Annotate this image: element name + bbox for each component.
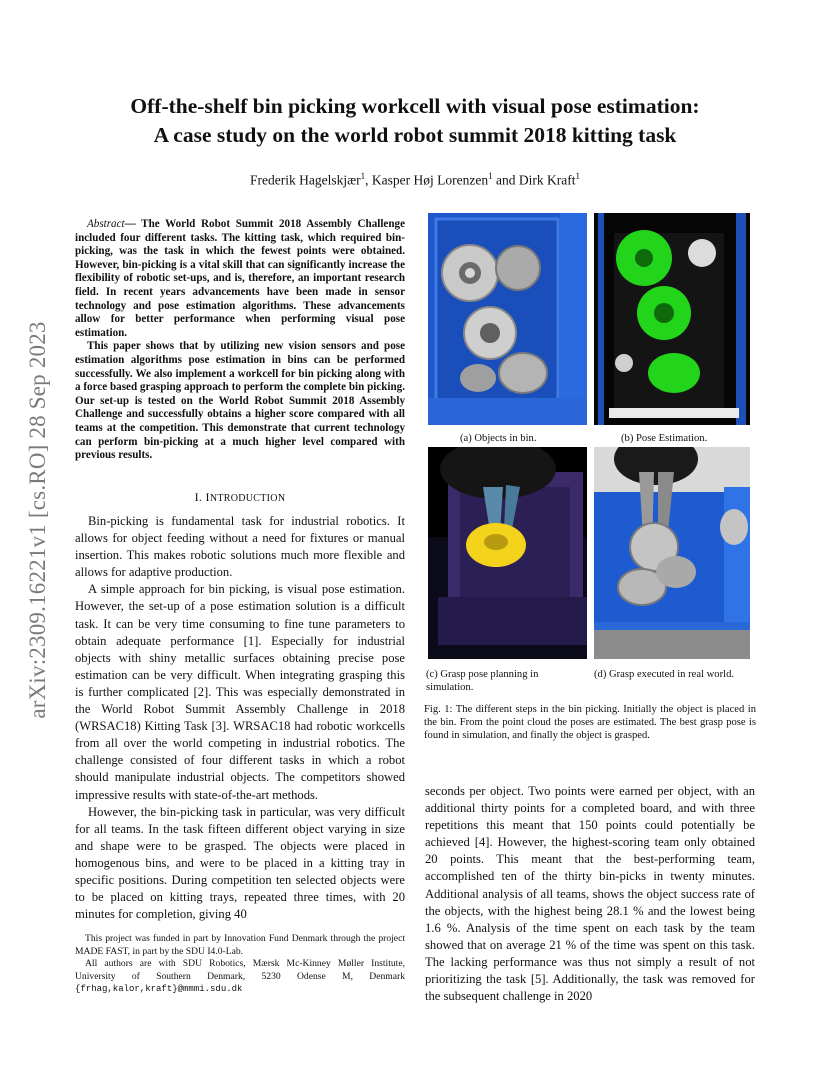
intro-paragraph-2: A simple approach for bin picking, is visual pose estimation. However, the set-up of a pose estimation solution is a difficult task. It can be very time consuming to fine tune parameters to obtain adequate performance [1]. Especially for industrial objects with shiny metallic surfaces obtaining precise pose estimation can be very difficult. When integrating grasping this is further complicated [2]. This was especially demonstrated in the World Robot Summit Assembly Challenge in 2018 (WRSAC18) Kitting Task [3]. WRSAC18 had robotic workcells from all over the world competing in industrial robotics. The challenge consisted of four different tasks in which a robot should manipulate industrial objects. The competitors showed impressive results with state-of-the-art methods. [75,582,405,802]
right-paragraph-1: seconds per object. Two points were earned per object, with an additional thirty points for a completed board, and with three repetitions this meant that 150 points could potentially be achieved [4]. However, the highest-scoring team only obtained 20 points. This meant that the best-performing team, accomplished ten of the thirty bin-picks in twenty minutes. Additional analysis of all teams, shows the object success rate of the objects, with the highest being 28.1 % and the lowest being 1.6 %. Analysis of the time spent on each task by the team showed that on average 21 % of the time was spent on this task. The lacking performance was thus not simply a result of not prioritizing the task [5]. Additionally, the task was removed for the subsequent challenge in 2020 [425,784,755,1004]
abstract [75,218,405,463]
section-number: I. [194,490,206,504]
affiliation-footnote [75,958,405,996]
introduction-body [75,513,405,923]
affiliation-text: All authors are with SDU Robotics, Mærsk Mc-Kinney Møller Institute, University of Southern Denmark, 5230 Odense M, Denmark [75,958,405,982]
abstract-text-1: — The World Robot Summit 2018 Assembly Challenge included four different tasks. The kitting task, which required bin-picking, was the task in which the fewest points were obtained. However, bin-picking is a vital skill that can significantly increase the flexibility of robotic set-ups, and is, therefore, an important research field. In recent years advancements have been made in sensor technology and pose estimation algorithms. These advancements allow for better performance when performing visual pose estimation. [75,218,405,339]
affiliation-mark: 1 [488,171,493,181]
author-3: Dirk Kraft [518,172,576,188]
footnotes [75,933,405,996]
section-initial: I [205,490,210,504]
subcaption-a: (a) Objects in bin. [460,433,537,444]
author-list [70,171,760,189]
figure-image-grasp-simulation [428,447,587,659]
author-2: Kasper Høj Lorenzen [371,172,489,188]
abstract-paragraph-1 [75,218,405,340]
abstract-label: Abstract [87,218,125,230]
figure-image-grasp-real-world [594,447,750,659]
section-rest: NTRODUCTION [209,493,286,504]
arxiv-sidebar [22,285,54,755]
intro-paragraph-1: Bin-picking is fundamental task for industrial robotics. It allows for object feeding without a need for fixtures or manual insertion. This makes robotic solutions much more flexible and allows for adaptive production. [75,514,405,580]
figure-image-pose-estimation [594,213,750,425]
arxiv-identifier: arXiv:2309.16221v1 [cs.RO] 28 Sep 2023 [25,321,50,719]
subcaption-c: (c) Grasp pose planning in simulation. [426,669,539,693]
abstract-paragraph-2: This paper shows that by utilizing new vision sensors and pose estimation algorithms pose estimation in bins can be performed successfully. We also implement a workcell for bin picking along with a force based grasping approach to perform the complete bin picking. Our set-up is tested on the World Robot Summit 2018 Assembly Challenge and successfully obtains a higher score compared with all teams at the competition. This demonstrate that current technology can perform bin-picking at a much higher level compared with previous results. [75,340,405,462]
section-heading [75,490,405,505]
figure-image-objects-in-bin [428,213,587,425]
funding-footnote: This project was funded in part by Innovation Fund Denmark through the project MADE FAST, in part by the SDU I4.0-Lab. [75,933,405,957]
title-line-1: Off-the-shelf bin picking workcell with visual pose estimation: [130,94,700,118]
author-separator: , [365,172,372,188]
figure-caption: Fig. 1: The different steps in the bin picking. Initially the object is placed in the bin. From the point cloud the poses are estimated. The best grasp pose is found in simulation, and finally the object is grasped. [424,704,756,741]
author-1: Frederik Hagelskjær [250,172,361,188]
author-emails: {frhag,kalor,kraft}@mmmi.sdu.dk [75,984,243,994]
subcaption-b: (b) Pose Estimation. [621,433,708,444]
title-line-2: A case study on the world robot summit 2018 kitting task [153,123,677,147]
right-column-body [425,783,755,1005]
author-separator: and [492,172,519,188]
intro-paragraph-3: However, the bin-picking task in particular, was very difficult for all teams. In the task fifteen different object varying in size and shape were to be grasped. The objects were placed in homogenous bins, and were to be placed in a kitting tray in specific positions. During competition ten selected objects were to be placed on kitting trays, repeated three times, with 20 minutes for completion, giving 40 [75,804,405,922]
affiliation-mark: 1 [575,171,580,181]
paper-title [70,92,760,150]
affiliation-mark: 1 [360,171,366,181]
subcaption-d: (d) Grasp executed in real world. [594,669,735,680]
